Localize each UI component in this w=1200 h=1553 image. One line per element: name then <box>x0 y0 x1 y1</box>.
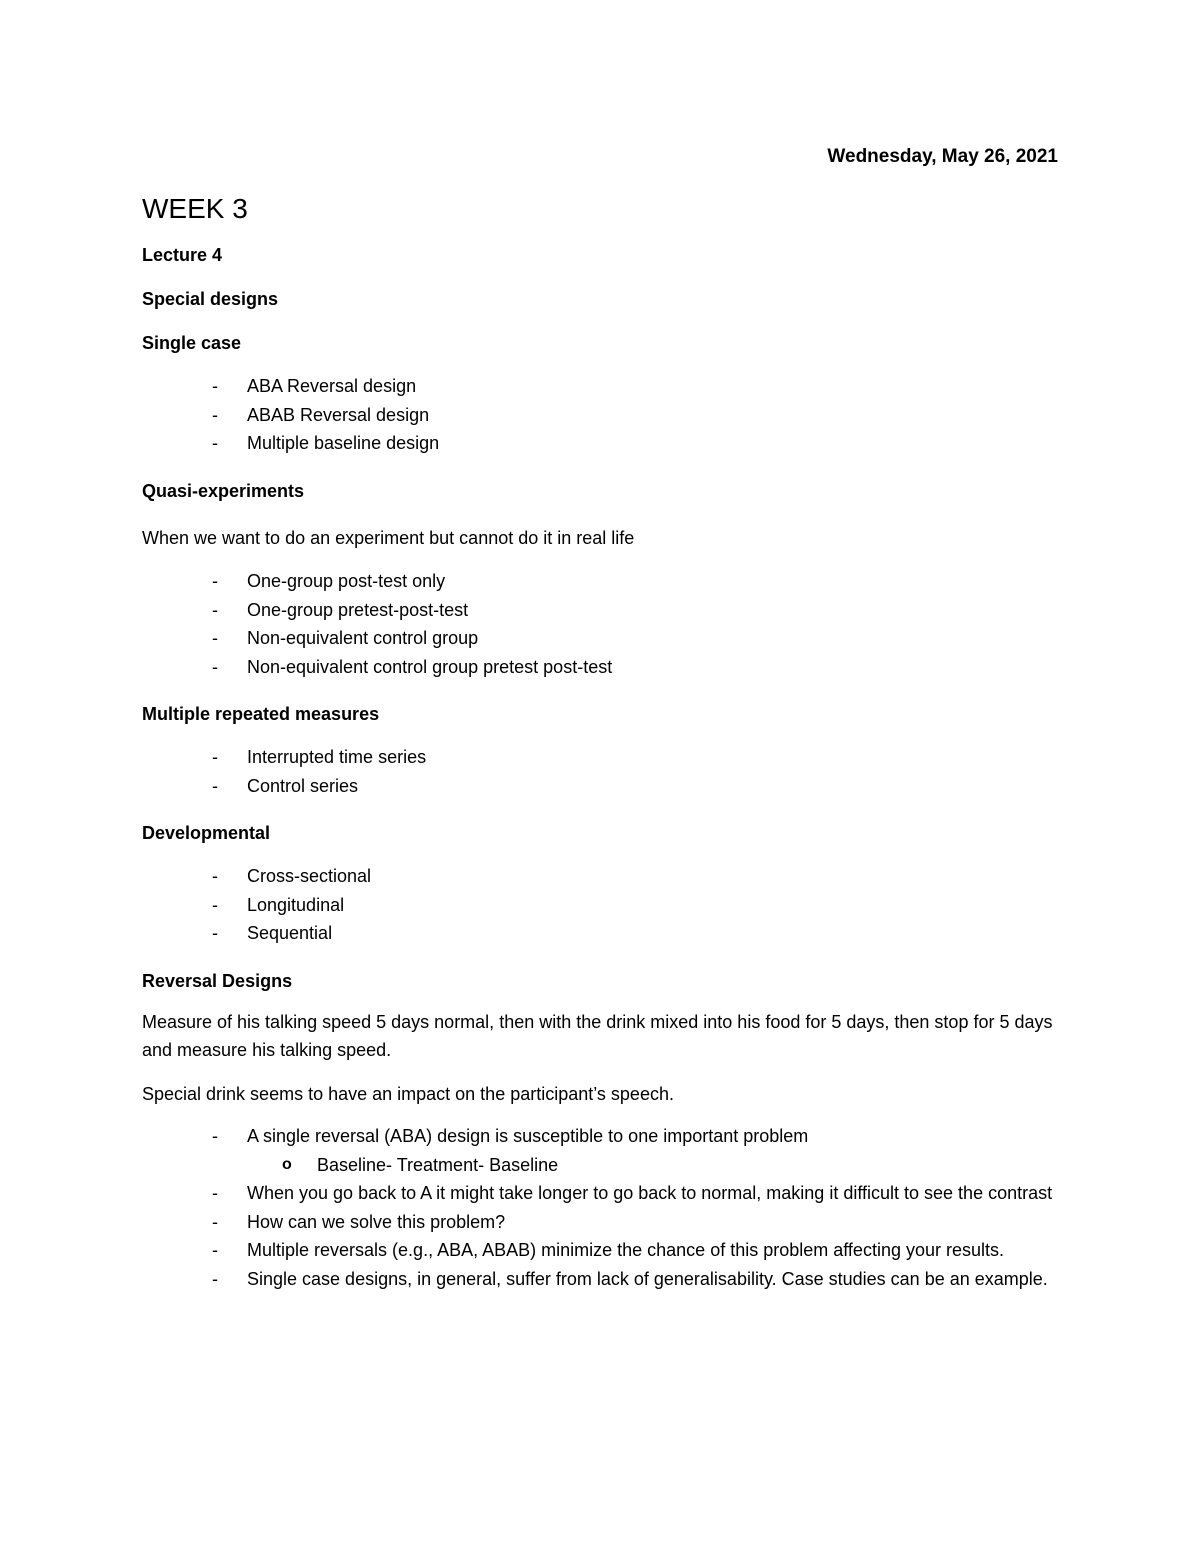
list-item-text: ABAB Reversal design <box>247 404 430 425</box>
list-item <box>142 1236 1062 1265</box>
quasi-experiments-list <box>142 567 1062 681</box>
dash-bullet: - <box>212 923 218 943</box>
dash-bullet: - <box>212 376 218 396</box>
developmental-heading: Developmental <box>142 823 271 843</box>
dash-bullet: - <box>212 747 218 767</box>
list-item <box>142 596 1062 625</box>
list-item <box>142 567 1062 596</box>
list-item-text: Multiple baseline design <box>247 433 440 453</box>
circle-bullet: o <box>282 1155 292 1173</box>
dash-bullet: - <box>212 1126 218 1146</box>
list-item <box>142 624 1062 653</box>
list-item <box>142 429 1062 458</box>
lecture-heading: Lecture 4 <box>142 245 223 265</box>
sub-list-item <box>247 1151 1062 1180</box>
dash-bullet: - <box>212 404 218 425</box>
list-item <box>142 372 1062 401</box>
dash-bullet: - <box>212 656 218 677</box>
list-item <box>142 772 1062 801</box>
page-title: WEEK 3 <box>142 193 248 224</box>
list-item-text: How can we solve this problem? <box>247 1211 506 1232</box>
list-item-text: One-group pretest-post-test <box>247 599 469 620</box>
dash-bullet: - <box>212 1183 218 1203</box>
dash-bullet: - <box>212 628 218 648</box>
list-item-text: Longitudinal <box>247 894 345 915</box>
dash-bullet: - <box>212 775 218 796</box>
list-item <box>142 653 1062 682</box>
reversal-designs-paragraph-1: Measure of his talking speed 5 days normal, then with the drink mixed into his food for 5 days, then stop for 5 days and measure his talking speed. <box>142 1011 1053 1060</box>
dash-bullet: - <box>212 1268 218 1289</box>
reversal-sub-list <box>247 1151 1062 1180</box>
repeated-measures-heading: Multiple repeated measures <box>142 704 380 724</box>
list-item <box>142 891 1062 920</box>
list-item-text: Non-equivalent control group pretest post-test <box>247 656 613 677</box>
list-item-text: A single reversal (ABA) design is susceptible to one important problem <box>247 1126 809 1146</box>
list-item <box>142 1208 1062 1237</box>
dash-bullet: - <box>212 894 218 915</box>
list-item-text: Cross-sectional <box>247 866 372 886</box>
dash-bullet: - <box>212 1211 218 1232</box>
list-item <box>142 1122 1062 1179</box>
list-item <box>142 743 1062 772</box>
list-item-text: Sequential <box>247 923 333 943</box>
list-item <box>142 862 1062 891</box>
single-case-list <box>142 372 1062 458</box>
dash-bullet: - <box>212 866 218 886</box>
dash-bullet: - <box>212 599 218 620</box>
single-case-heading: Single case <box>142 333 242 353</box>
dash-bullet: - <box>212 1240 218 1260</box>
reversal-designs-list <box>142 1122 1062 1293</box>
list-item-text: Single case designs, in general, suffer from lack of generalisability. Case studies can be an example. <box>247 1268 1048 1289</box>
list-item <box>142 919 1062 948</box>
document-body <box>142 192 1062 1315</box>
reversal-designs-heading: Reversal Designs <box>142 970 293 991</box>
quasi-experiments-intro: When we want to do an experiment but cannot do it in real life <box>142 527 635 548</box>
list-item-text: One-group post-test only <box>247 571 446 591</box>
reversal-designs-paragraph-2: Special drink seems to have an impact on the participant’s speech. <box>142 1083 674 1104</box>
special-designs-heading: Special designs <box>142 289 279 309</box>
quasi-experiments-heading: Quasi-experiments <box>142 480 305 501</box>
list-item <box>142 401 1062 430</box>
list-item-text: Control series <box>247 775 359 796</box>
repeated-measures-list <box>142 743 1062 800</box>
list-item-text: When you go back to A it might take longer to go back to normal, making it difficult to see the contrast <box>247 1183 1053 1203</box>
document-date: Wednesday, May 26, 2021 <box>827 146 1058 167</box>
list-item-text: Non-equivalent control group <box>247 628 479 648</box>
list-item-text: Multiple reversals (e.g., ABA, ABAB) minimize the chance of this problem affecting your results. <box>247 1240 1005 1260</box>
developmental-list <box>142 862 1062 948</box>
dash-bullet: - <box>212 433 218 453</box>
list-item-text: Interrupted time series <box>247 747 427 767</box>
dash-bullet: - <box>212 571 218 591</box>
list-item-text: ABA Reversal design <box>247 376 417 396</box>
list-item <box>142 1179 1062 1208</box>
sub-list-item-text: Baseline- Treatment- Baseline <box>317 1154 559 1175</box>
list-item <box>142 1265 1062 1294</box>
